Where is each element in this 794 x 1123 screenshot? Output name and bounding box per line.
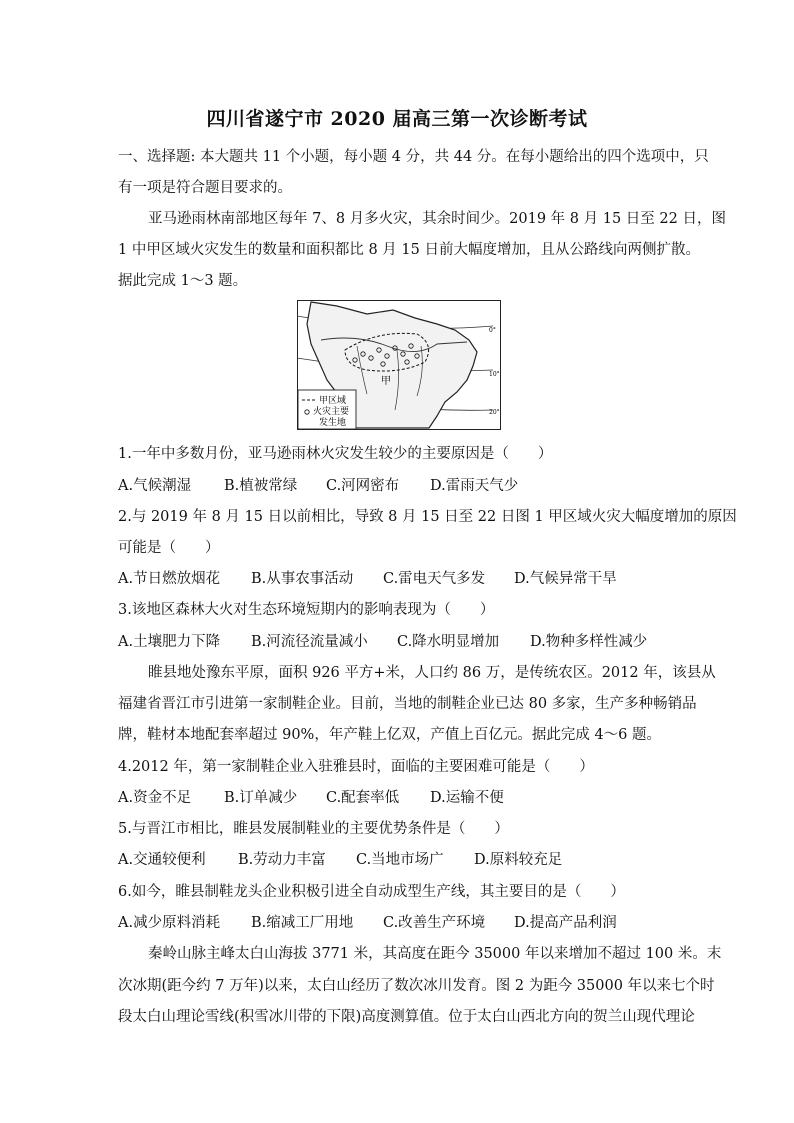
q5-stem: 5.与晋江市相比，睢县发展制鞋业的主要优势条件是（ ） [118,821,509,837]
legend-fire-2: 发生地 [319,418,347,428]
q2-option-b[interactable]: B.从事农事活动 [251,571,354,587]
q2-stem-line-2: 可能是（ ） [118,540,220,556]
q6-option-b[interactable]: B.缩减工厂用地 [251,915,354,931]
q1-option-b[interactable]: B.植被常绿 [224,478,298,494]
region-label: 甲 [381,376,391,387]
passage2-line-2: 福建省晋江市引进第一家制鞋企业。目前，当地的制鞋企业已达 80 多家，生产多种畅销品 [118,696,697,712]
q6-option-a[interactable]: A.减少原料消耗 [118,915,221,931]
amazon-fire-map [297,300,501,430]
q2-option-d[interactable]: D.气候异常干旱 [514,571,617,587]
section-intro-line-1: 一、选择题: 本大题共 11 个小题，每小题 4 分，共 44 分。在每小题给出的四个选项中，只 [118,149,709,165]
passage3-line-3: 段太白山理论雪线(积雪冰川带的下限)高度测算值。位于太白山西北方向的贺兰山现代理论 [118,1009,695,1025]
q3-option-b[interactable]: B.河流径流量减小 [251,634,368,650]
q4-stem: 4.2012 年，第一家制鞋企业入驻雅县时，面临的主要困难可能是（ ） [118,759,594,775]
q6-stem: 6.如今，睢县制鞋龙头企业积极引进全自动成型生产线，其主要目的是（ ） [118,884,625,900]
section-intro-line-2: 有一项是符合题目要求的。 [118,180,292,196]
q5-option-c[interactable]: C.当地市场广 [356,852,444,868]
passage3-line-2: 次冰期(距今约 7 万年)以来，太白山经历了数次冰川发育。图 2 为距今 35000 年以来七个时 [118,978,715,994]
passage1-line-2: 1 中甲区域火灾发生的数量和面积都比 8 月 15 日前大幅度增加，且从公路线向两侧扩散。 [118,242,700,258]
q3-stem: 3.该地区森林大火对生态环境短期内的影响表现为（ ） [118,602,495,618]
q5-option-b[interactable]: B.劳动力丰富 [238,852,326,868]
q5-option-d[interactable]: D.原料较充足 [474,852,563,868]
legend-fire-1: 火灾主要 [313,407,350,417]
passage1-line-3: 据此完成 1～3 题。 [118,273,248,289]
lat-label-10: 10° [489,371,500,378]
q1-stem: 1.一年中多数月份，亚马逊雨林火灾发生较少的主要原因是（ ） [118,446,553,462]
q4-option-a[interactable]: A.资金不足 [118,790,192,806]
passage2-line-1: 睢县地处豫东平原，面积 926 平方+米，人口约 86 万，是传统农区。2012 年，该县从 [148,665,716,681]
q1-option-a[interactable]: A.气候潮湿 [118,478,192,494]
passage3-line-1: 秦岭山脉主峰太白山海拔 3771 米，其高度在距今 35000 年以来增加不超过 100 米。末 [148,946,722,962]
q3-option-c[interactable]: C.降水明显增加 [397,634,500,650]
q1-option-d[interactable]: D.雷雨天气少 [430,478,519,494]
q3-option-d[interactable]: D.物种多样性减少 [530,634,648,650]
page-title: 四川省遂宁市 2020 届高三第一次诊断考试 [206,108,588,130]
passage2-line-3: 牌，鞋材本地配套率超过 90%，年产鞋上亿双，产值上百亿元。据此完成 4～6 题。 [118,727,662,743]
passage1-line-1: 亚马逊雨林南部地区每年 7、8 月多火灾，其余时间少。2019 年 8 月 15 日至 22 日，图 [148,211,726,227]
q3-option-a[interactable]: A.土壤肥力下降 [118,634,221,650]
q4-option-c[interactable]: C.配套率低 [326,790,400,806]
q5-option-a[interactable]: A.交通较便利 [118,852,206,868]
q1-option-c[interactable]: C.河网密布 [326,478,400,494]
legend-region: 甲区域 [319,396,347,406]
q2-option-c[interactable]: C.雷电天气多发 [383,571,486,587]
q6-option-d[interactable]: D.提高产品利润 [514,915,617,931]
q6-option-c[interactable]: C.改善生产环境 [383,915,486,931]
lat-label-20: 20° [489,409,500,416]
q2-stem-line-1: 2.与 2019 年 8 月 15 日以前相比，导致 8 月 15 日至 22 日图 1 甲区域火灾大幅度增加的原因 [118,509,737,525]
q4-option-d[interactable]: D.运输不便 [430,790,504,806]
lat-label-0: 0° [489,327,496,334]
q4-option-b[interactable]: B.订单减少 [224,790,298,806]
q2-option-a[interactable]: A.节日燃放烟花 [118,571,221,587]
